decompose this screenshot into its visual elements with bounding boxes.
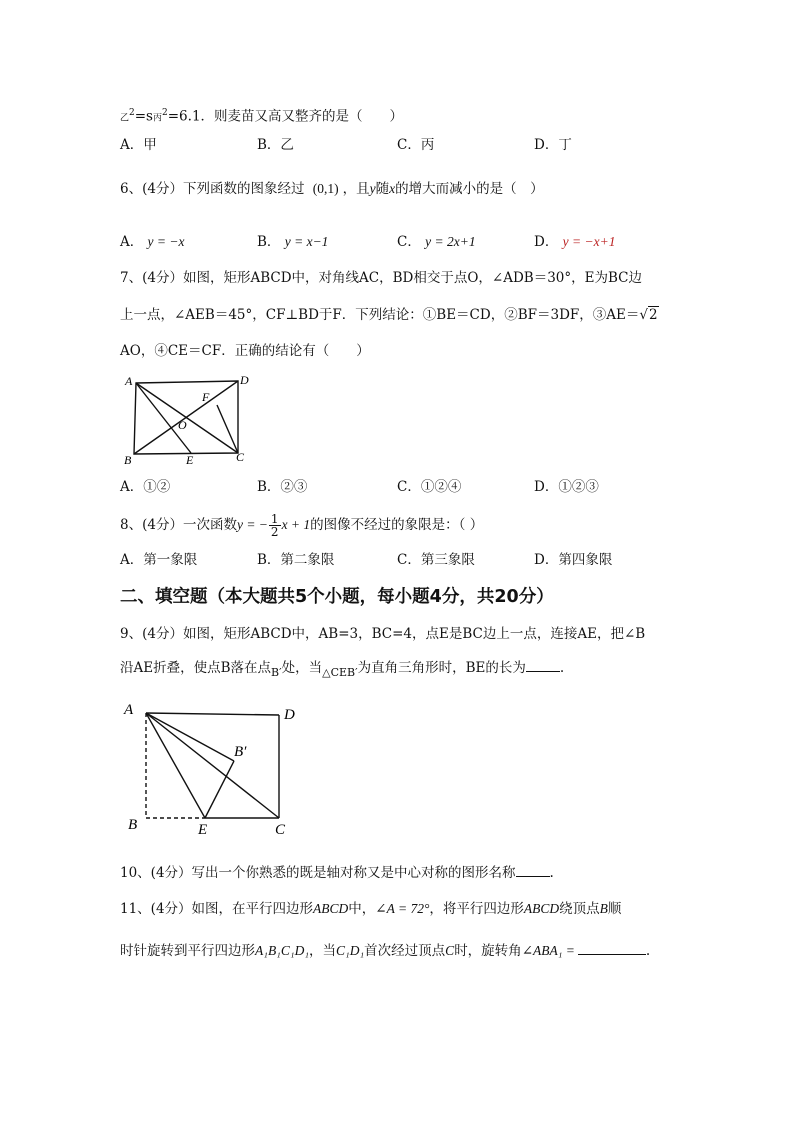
q6-x: x — [389, 181, 396, 196]
q9-label-e: E — [198, 822, 208, 838]
q6-option-b-label: B． — [257, 234, 281, 250]
q8-option-c[interactable]: C．第三象限 — [397, 552, 475, 568]
q6-y: y — [369, 181, 376, 196]
q8-option-b[interactable]: B．第二象限 — [257, 552, 335, 568]
q10-stem — [120, 864, 554, 882]
q11-line1-c: ，将平行四边形 — [429, 901, 524, 917]
q11-vertex-b: B — [599, 901, 608, 916]
q7-line2-pre: 上一点，∠AEB＝45°，CF⊥BD于F．下列结论：①BE＝CD，②BF＝3DF，③AE＝ — [120, 307, 640, 323]
q11-abcd1: ABCD — [313, 901, 349, 916]
q6-point: (0,1) — [312, 181, 339, 196]
q5-eq-s: =s — [134, 108, 153, 125]
q9-line2-c: 为直角三角形时，BE的长为 — [357, 660, 526, 676]
q8-suffix: 的图像不经过的象限是：（ ） — [310, 517, 484, 533]
q9-segment-eb-prime — [205, 761, 234, 818]
q9-label-bprime: B′ — [234, 744, 247, 760]
q11-abcd2: ABCD — [523, 901, 560, 916]
q9-side-ad — [146, 713, 279, 715]
q9-triangle: △CEB′ — [322, 666, 358, 679]
q5-rest: =6.1．则麦苗又高又整齐的是（ ） — [167, 108, 404, 125]
q9-bprime: B′ — [271, 666, 282, 679]
q9-line1: 9、(4分）如图，矩形ABCD中，AB=3，BC=4，点E是BC边上一点，连接AE，把∠B — [120, 626, 646, 642]
q7-line1: 7、(4分）如图，矩形ABCD中，对角线AC，BD相交于点O，∠ADB＝30°，E为BC边 — [120, 270, 642, 286]
q9-answer-blank[interactable] — [526, 659, 560, 672]
q7-label-o: O — [178, 418, 187, 432]
q9-line2-a: 沿AE折叠，使点B落在点 — [120, 660, 272, 676]
q11-vertex-c: C — [445, 943, 455, 958]
q7-label-c: C — [236, 450, 245, 464]
q7-option-d[interactable]: D．①②③ — [534, 479, 599, 495]
q6-option-a-label: A． — [120, 234, 144, 250]
q8-prefix: 8、(4分）一次函数 — [120, 517, 237, 533]
q11-line2-d: 时，旋转角 — [454, 943, 522, 959]
q9-line2-b: 处，当 — [281, 660, 323, 676]
section2-title: 二、填空题（本大题共5个小题，每小题4分，共20分） — [120, 587, 554, 607]
q5-sq2: 2 — [162, 108, 168, 118]
q7-option-c[interactable]: C．①②④ — [397, 479, 462, 495]
q9-label-a: A — [124, 702, 134, 718]
q5-sub-yi: 乙 — [120, 113, 130, 124]
q7-figure — [120, 368, 260, 468]
q11-line2-a: 时针旋转到平行四边形 — [120, 943, 255, 959]
q6-option-a[interactable] — [120, 233, 185, 251]
q7-option-a[interactable]: A．①② — [120, 479, 171, 495]
q11-line1-e: 顺 — [607, 901, 622, 917]
q11-angle: ∠A = 72° — [375, 901, 430, 916]
q6-option-d[interactable] — [534, 233, 615, 251]
q7-label-d: D — [240, 373, 249, 387]
q10-answer-blank[interactable] — [516, 864, 550, 877]
q11-a1b1c1d1: A₁B₁C₁D₁ — [255, 943, 310, 958]
q9-label-d: D — [284, 707, 295, 723]
q9-label-b: B — [128, 817, 138, 833]
q10-text: 10、(4分）写出一个你熟悉的既是轴对称又是中心对称的图形名称 — [120, 865, 516, 881]
q7-line3: AO，④CE＝CF．正确的结论有（ ） — [120, 343, 370, 359]
q8-option-a[interactable]: A．第一象限 — [120, 552, 198, 568]
q11-rot-angle: ∠ABA₁ = — [521, 943, 575, 958]
q11-line1 — [120, 900, 621, 918]
q6-option-c[interactable] — [397, 233, 476, 251]
q6-stem — [120, 180, 544, 198]
q6-mid: ，且 — [342, 181, 370, 197]
q6-option-c-label: C． — [397, 234, 421, 250]
q7-label-e: E — [186, 453, 194, 467]
q5-option-d[interactable]: D．丁 — [534, 137, 572, 153]
q5-line — [120, 104, 403, 128]
q6-suffix: 的增大而减小的是（ ） — [395, 181, 544, 197]
q5-sub-bing: 丙 — [153, 113, 163, 124]
q7-label-f: F — [202, 390, 210, 404]
q6-option-a-expr: y = −x — [147, 234, 185, 249]
q7-label-a: A — [125, 374, 133, 388]
q8-stem — [120, 511, 483, 539]
q9-figure — [120, 698, 310, 843]
q9-label-c: C — [275, 822, 286, 838]
q6-sui: 随 — [375, 181, 390, 197]
q7-sqrt-arg: 2 — [648, 307, 658, 323]
q11-c1d1: C₁D₁ — [336, 943, 365, 958]
q8-x-tail: x + 1 — [281, 517, 311, 532]
q7-sqrt-sign: √ — [639, 307, 648, 323]
q5-option-b[interactable]: B．乙 — [257, 137, 294, 153]
q6-prefix: 6、(4分）下列函数的图象经过 — [120, 181, 305, 197]
q9-line2 — [120, 659, 564, 682]
q11-line1-a: 11、(4分）如图，在平行四边形 — [120, 901, 314, 917]
q10-end: . — [549, 865, 554, 881]
q6-option-c-expr: y = 2x+1 — [425, 234, 476, 249]
q11-answer-blank[interactable] — [578, 942, 646, 955]
q5-sq1: 2 — [129, 108, 135, 118]
q11-line1-b: 中， — [348, 901, 376, 917]
q8-frac-num: 1 — [270, 512, 279, 526]
q8-option-d[interactable]: D．第四象限 — [534, 552, 613, 568]
q7-option-b[interactable]: B．②③ — [257, 479, 308, 495]
q9-line2-end: . — [559, 660, 565, 676]
q8-fraction — [269, 513, 281, 538]
q7-label-b: B — [124, 453, 132, 467]
q6-option-d-label: D． — [534, 234, 559, 250]
q8-y-eq: y = − — [236, 517, 268, 532]
q11-line2-c: 首次经过顶点 — [364, 943, 446, 959]
q11-line2 — [120, 942, 650, 960]
q5-option-a[interactable]: A．甲 — [120, 137, 157, 153]
q6-option-b-expr: y = x−1 — [284, 234, 329, 249]
q8-frac-den: 2 — [270, 525, 279, 539]
q11-line1-d: 绕顶点 — [559, 901, 600, 917]
q5-option-c[interactable]: C．丙 — [397, 137, 435, 153]
q6-option-d-expr: y = −x+1 — [562, 234, 616, 249]
q11-line2-end: . — [645, 943, 651, 959]
q6-option-b[interactable] — [257, 233, 328, 251]
q11-line2-b: ，当 — [309, 943, 337, 959]
q7-line2 — [120, 306, 659, 324]
